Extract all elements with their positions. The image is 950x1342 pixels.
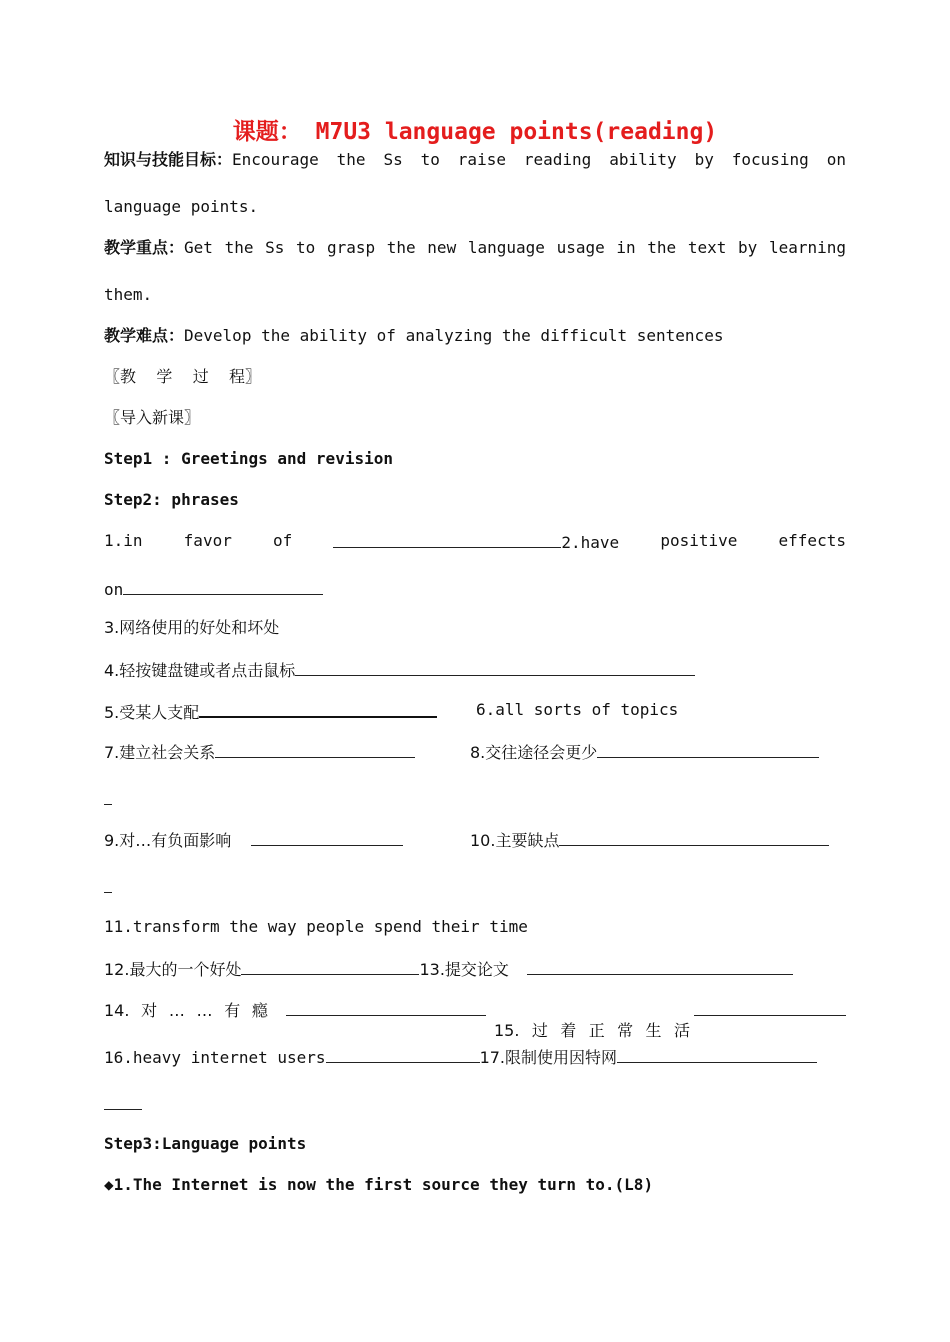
- phrase-9: 9.对…有负面影响: [104, 831, 232, 850]
- language-point-1: ◆1.The Internet is now the first source they turn to.(L8): [104, 1175, 654, 1194]
- phrase-10-answer-blank-cont[interactable]: [104, 876, 112, 893]
- phrase-16-answer-blank[interactable]: [326, 1046, 480, 1063]
- phrase-17: 17.限制使用因特网: [479, 1048, 618, 1067]
- phrase-2-answer-blank[interactable]: [123, 578, 323, 595]
- phrase-1-word-c: of: [272, 531, 293, 550]
- phrase-11: 11.transform the way people spend their time: [104, 917, 528, 936]
- phrase-14-char-2: …: [168, 1001, 185, 1020]
- phrase-13: 13.提交论文: [419, 960, 509, 979]
- phrase-6: 6.all sorts of topics: [476, 700, 679, 719]
- key-point-text-cont: them.: [104, 285, 153, 304]
- phrase-row-12-13: [104, 958, 846, 980]
- phrase-7: 7.建立社会关系: [104, 743, 216, 762]
- phrase-15-char-3: 正: [588, 1021, 605, 1040]
- phrase-4-line: [104, 659, 846, 681]
- phrase-2-word-d: on: [104, 580, 124, 599]
- intro-heading: 〖导入新课〗: [104, 408, 201, 427]
- phrase-3: 3.网络使用的好处和坏处: [104, 618, 280, 637]
- phrase-8-answer-blank-cont[interactable]: [104, 788, 112, 805]
- page-title: 课题： M7U3 language points(reading): [232, 119, 718, 145]
- phrase-5-answer-blank[interactable]: [199, 700, 437, 718]
- phrase-10-group: [470, 829, 829, 851]
- phrase-12-answer-blank[interactable]: [241, 958, 419, 975]
- process-heading: 〖教 学 过 程〗: [104, 367, 262, 386]
- step3-heading: Step3:Language points: [104, 1134, 307, 1153]
- key-point-text: Get the Ss to grasp the new language usage in the text by learning: [184, 238, 846, 257]
- phrase-8-group: [470, 741, 819, 763]
- knowledge-objective-label: 知识与技能目标：: [104, 150, 233, 169]
- phrase-8-answer-blank[interactable]: [597, 741, 819, 758]
- phrase-row-16-17: [104, 1046, 846, 1068]
- phrase-17-answer-blank-cont[interactable]: [104, 1093, 142, 1110]
- step1-heading: Step1 : Greetings and revision: [104, 449, 393, 468]
- phrase-10: 10.主要缺点: [470, 831, 560, 850]
- phrase-15-answer-blank[interactable]: [694, 999, 846, 1016]
- phrase-14-char-3: …: [196, 1001, 213, 1020]
- phrase-10-blank-cont: [104, 876, 846, 898]
- phrase-14-answer-blank[interactable]: [286, 999, 486, 1016]
- phrase-2-word-b: positive: [660, 531, 738, 550]
- phrase-15-char-4: 常: [617, 1021, 634, 1040]
- phrase-2-cont: [104, 578, 846, 600]
- phrase-row-9-10: [104, 829, 846, 851]
- phrase-14-char-4: 有: [224, 1001, 241, 1020]
- difficult-point-line: [104, 326, 846, 346]
- phrase-1-word-b: favor: [183, 531, 232, 550]
- phrase-7-answer-blank[interactable]: [215, 741, 415, 758]
- phrase-row-7-8: [104, 741, 846, 763]
- phrase-14-char-1: 对: [141, 1001, 158, 1020]
- phrase-4: 4.轻按键盘键或者点击鼠标: [104, 661, 296, 680]
- phrase-15-num: 15.: [494, 1021, 520, 1040]
- phrase-9-answer-blank[interactable]: [251, 829, 403, 846]
- phrase-15-char-2: 着: [560, 1021, 577, 1040]
- phrase-17-blank-cont: [104, 1093, 846, 1115]
- phrase-14-num: 14.: [104, 1001, 130, 1020]
- difficult-point-label: 教学难点：: [104, 326, 185, 345]
- phrase-12: 12.最大的一个好处: [104, 960, 242, 979]
- phrase-16: 16.heavy internet users: [104, 1048, 326, 1067]
- key-point-label: 教学重点：: [104, 238, 185, 257]
- knowledge-objective-text-cont: language points.: [104, 197, 259, 216]
- phrase-8: 8.交往途径会更少: [470, 743, 598, 762]
- phrase-14-char-5: 瘾: [251, 1001, 268, 1020]
- knowledge-objective-text: Encourage the Ss to raise reading ability by focusing on: [232, 150, 846, 169]
- key-point-line: [104, 238, 846, 258]
- phrase-15-char-5: 生: [645, 1021, 662, 1040]
- difficult-point-text: Develop the ability of analyzing the difficult sentences: [184, 326, 724, 345]
- phrase-17-answer-blank[interactable]: [617, 1046, 817, 1063]
- phrase-1-word-a: 1.in: [104, 531, 143, 550]
- phrase-row-5-6: [104, 700, 846, 723]
- phrase-row-1-2: [104, 531, 846, 553]
- phrase-10-answer-blank[interactable]: [559, 829, 829, 846]
- phrase-13-answer-blank[interactable]: [527, 958, 793, 975]
- phrase-15-char-1: 过: [531, 1021, 548, 1040]
- phrase-15-group: [494, 1021, 690, 1041]
- phrase-15-char-6: 活: [673, 1021, 690, 1040]
- phrase-4-answer-blank[interactable]: [295, 659, 695, 676]
- step2-heading: Step2: phrases: [104, 490, 239, 509]
- phrase-14-group: [104, 1001, 268, 1021]
- phrase-5: 5.受某人支配: [104, 703, 200, 722]
- knowledge-objective-line: [104, 150, 846, 170]
- phrase-2-word-c: effects: [778, 531, 846, 550]
- phrase-8-blank-cont: [104, 788, 846, 810]
- phrase-2-word-a: 2.have: [561, 533, 620, 552]
- phrase-1-answer-blank[interactable]: [333, 531, 561, 548]
- phrase-row-14-15: [104, 999, 846, 1040]
